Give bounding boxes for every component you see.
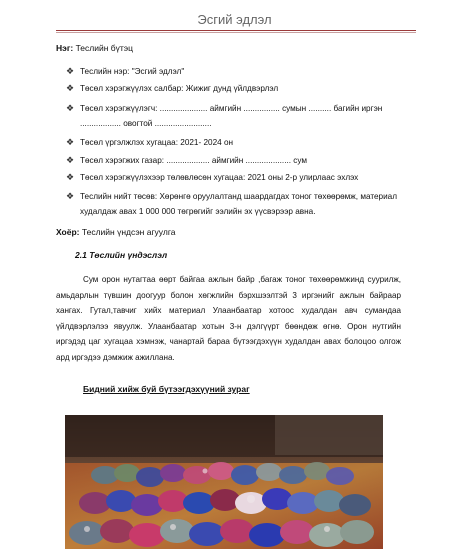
diamond-bullet-icon: ❖ <box>66 191 75 202</box>
felt-slippers-image <box>65 415 383 549</box>
header-rule <box>56 30 416 31</box>
diamond-bullet-icon: ❖ <box>66 171 75 182</box>
header-rule-secondary <box>56 32 416 33</box>
section-1-heading <box>56 43 133 53</box>
section-1-label: Нэг: <box>56 43 74 53</box>
list-item: ❖ Төсөл хэрэгжүүлэхээр төлөвлөсөн хугацаа: 2021 оны 2-р улирлаас эхлэх <box>66 171 359 182</box>
list-item: ❖ Төсөл хэрэгжих газар: ................... аймгийн .................... сум <box>66 154 308 165</box>
section-1-title: Теслийн бүтэц <box>75 43 134 53</box>
subsection-title: Төслийн үндэслэл <box>89 250 168 260</box>
diamond-bullet-icon: ❖ <box>66 137 75 148</box>
photo-caption: Бидний хийж буй бүтээгдэхүүний зураг <box>83 384 250 394</box>
list-item: ❖ Төсөл хэрэгжүүлэх салбар: Жижиг дунд үйлдвэрлэл <box>66 83 279 94</box>
diamond-bullet-icon: ❖ <box>66 102 75 113</box>
list-item: ❖ Төсөл үргэлжлэх хугацаа: 2021- 2024 он <box>66 137 234 148</box>
list-item: ❖ Төсөл хэрэгжүүлэгч: ..................... аймгийн ................ сумын .......... багийн иргэн .................. овогтой ......................... <box>66 102 383 128</box>
subsection-number: 2.1 <box>75 250 87 260</box>
diamond-bullet-icon: ❖ <box>66 83 75 94</box>
list-item: ❖ Теслийн нэр: "Эсгий эдлэл" <box>66 66 185 76</box>
section-2-title: Теслийн үндсэн агуулга <box>81 227 176 237</box>
diamond-bullet-icon: ❖ <box>66 154 75 165</box>
section-2-label: Хоёр: <box>56 227 80 237</box>
body-paragraph: Сум орон нутагтаа өөрт байгаа ажлын байр ,багаж тоног төхөөрөмжинд суурилж, амьдарлын түвшин доогуур болон хөгжлийн бэрхшээлтэй 3 иргэнийг ажлын байраар хангах. Гутал,тавчиг хийх материал Улаанбаатар хотоос худалдан авч сумандаа үйлдвэрлэлээ явуулж. Улаанбаатар хотын 3-н дэлгүүрт бөөндөж өгнө. Орон нутгийн иргэдэд цаг хугацаа хэмнэж, чанартай бараа бүтээгдэхүүн худалдан авах болоцоо олгож ард иргэдээ дэмжиж ажиллана. <box>56 275 401 362</box>
page-header-title: Эсгий эдлэл <box>197 12 272 27</box>
product-photo <box>65 415 383 549</box>
diamond-bullet-icon: ❖ <box>66 66 75 76</box>
project-structure-list <box>60 66 420 226</box>
list-item: ❖ Теслийн нийт төсөв: Хөрөнгө оруулалтанд шаардагдах тоног төхөөрөмж, материал худалдаж авах 1 000 000 төгрөгийг ээлийн эх үүсвэрээр авна. <box>66 191 397 217</box>
subsection-heading <box>75 250 167 260</box>
section-2-heading <box>56 227 175 237</box>
